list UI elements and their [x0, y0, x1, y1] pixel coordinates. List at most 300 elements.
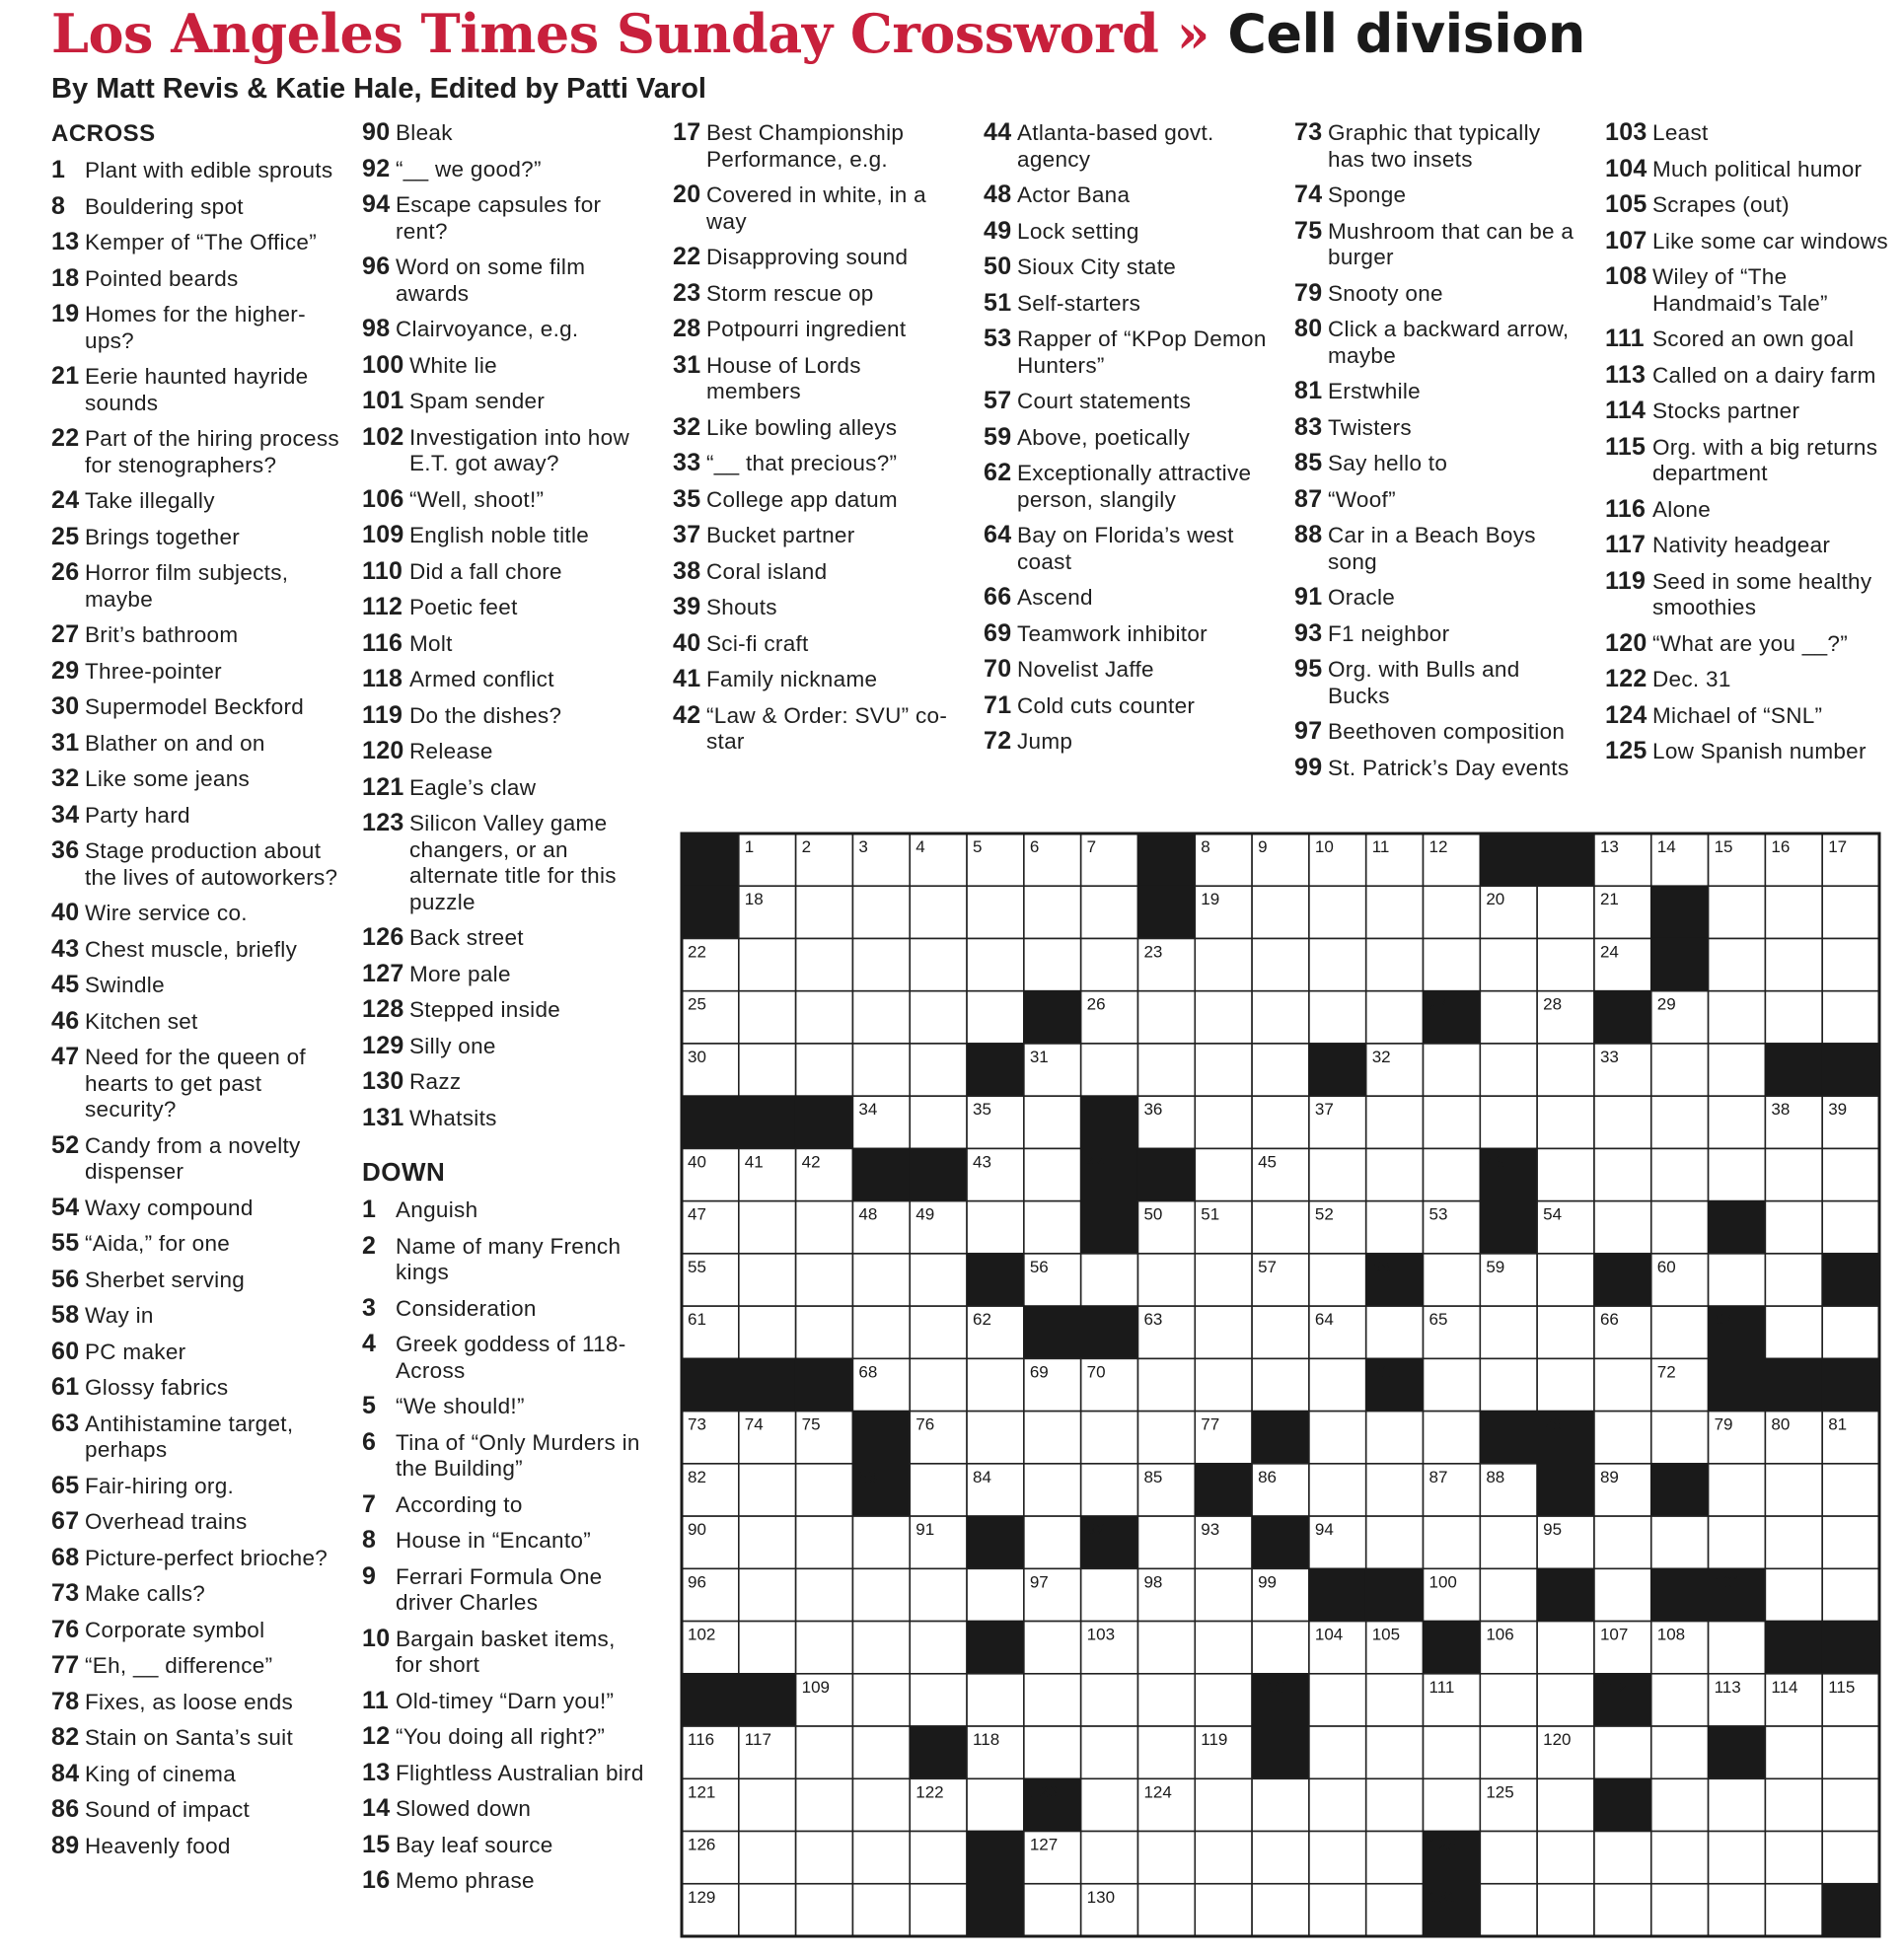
grid-cell[interactable] [967, 1568, 1024, 1621]
cell-number: 79 [1714, 1414, 1733, 1434]
grid-cell[interactable] [1366, 1726, 1424, 1778]
clue-text: Make calls? [85, 1581, 206, 1606]
grid-cell[interactable] [1195, 1306, 1252, 1358]
grid-cell[interactable] [1537, 1674, 1594, 1726]
grid-cell[interactable] [1765, 1464, 1822, 1516]
grid-cell[interactable] [1366, 938, 1424, 990]
grid-cell[interactable] [1594, 1568, 1651, 1621]
grid-cell[interactable] [1480, 1516, 1537, 1568]
grid-cell[interactable] [910, 991, 967, 1044]
grid-cell[interactable] [1709, 1622, 1766, 1674]
grid-cell[interactable] [967, 991, 1024, 1044]
grid-cell[interactable] [1822, 938, 1879, 990]
grid-cell[interactable] [1480, 1568, 1537, 1621]
grid-cell[interactable] [739, 1832, 796, 1884]
clue-number: 30 [51, 692, 80, 720]
grid-cell[interactable] [1024, 886, 1081, 938]
grid-cell[interactable] [1651, 1516, 1709, 1568]
grid-cell[interactable] [1594, 1516, 1651, 1568]
across-clue [51, 191, 347, 221]
grid-cell[interactable] [1081, 1568, 1138, 1621]
grid-cell[interactable] [1480, 1884, 1537, 1936]
grid-cell[interactable] [1709, 1044, 1766, 1096]
grid-cell[interactable] [1480, 1358, 1537, 1411]
across-clue [51, 263, 347, 293]
grid-cell[interactable] [1765, 938, 1822, 990]
grid-block [1651, 938, 1709, 990]
grid-cell[interactable] [1252, 1044, 1309, 1096]
grid-cell[interactable] [1024, 1674, 1081, 1726]
grid-cell[interactable] [852, 1832, 910, 1884]
grid-cell[interactable] [1252, 1306, 1309, 1358]
across-clue [362, 254, 648, 307]
grid-cell[interactable] [1537, 1254, 1594, 1306]
grid-cell[interactable] [1024, 1516, 1081, 1568]
grid-cell[interactable] [1594, 1201, 1651, 1254]
grid-cell[interactable] [1822, 991, 1879, 1044]
grid-cell[interactable] [1537, 1622, 1594, 1674]
grid-cell[interactable] [1309, 1464, 1366, 1516]
grid-cell[interactable] [1480, 1044, 1537, 1096]
grid-cell[interactable] [796, 886, 853, 938]
grid-cell[interactable] [1309, 938, 1366, 990]
down-clue [673, 182, 959, 235]
grid-cell[interactable] [1195, 1568, 1252, 1621]
grid-cell[interactable] [1424, 1096, 1481, 1148]
grid-cell[interactable] [1195, 1358, 1252, 1411]
cell-number: 121 [688, 1782, 716, 1802]
grid-cell[interactable] [1137, 1254, 1195, 1306]
clue-number: 89 [51, 1831, 80, 1859]
grid-cell[interactable] [1024, 1201, 1081, 1254]
grid-cell[interactable] [796, 1726, 853, 1778]
clue-number: 8 [362, 1526, 377, 1554]
grid-cell[interactable] [1480, 1306, 1537, 1358]
grid-cell[interactable] [1424, 1778, 1481, 1831]
grid-cell[interactable] [1709, 1832, 1766, 1884]
grid-cell[interactable] [739, 1884, 796, 1936]
grid-cell[interactable] [1366, 1306, 1424, 1358]
grid-cell[interactable] [1195, 938, 1252, 990]
grid-cell[interactable] [1537, 1306, 1594, 1358]
grid-cell[interactable] [1309, 1778, 1366, 1831]
grid-block [1366, 1568, 1424, 1621]
grid-cell[interactable] [1366, 1832, 1424, 1884]
grid-cell[interactable] [852, 1674, 910, 1726]
grid-cell[interactable] [852, 1884, 910, 1936]
grid-cell[interactable] [796, 1044, 853, 1096]
grid-cell[interactable] [1081, 1412, 1138, 1464]
grid-cell[interactable] [739, 1306, 796, 1358]
grid-cell[interactable] [1822, 1201, 1879, 1254]
grid-block [796, 1358, 853, 1411]
grid-cell[interactable] [739, 1622, 796, 1674]
grid-cell[interactable] [1765, 1778, 1822, 1831]
grid-cell[interactable] [1537, 1358, 1594, 1411]
across-clue [51, 1759, 347, 1788]
grid-cell[interactable] [739, 991, 796, 1044]
grid-cell[interactable] [1480, 1096, 1537, 1148]
grid-cell[interactable] [1137, 1674, 1195, 1726]
grid-cell[interactable] [1252, 1096, 1309, 1148]
grid-cell[interactable] [1024, 1622, 1081, 1674]
grid-cell[interactable] [739, 1254, 796, 1306]
grid-block [682, 1358, 739, 1411]
grid-cell[interactable] [1137, 991, 1195, 1044]
grid-cell[interactable] [796, 1884, 853, 1936]
grid-cell[interactable] [1137, 1044, 1195, 1096]
grid-cell[interactable] [1252, 991, 1309, 1044]
clue-text: “Woof” [1328, 486, 1396, 512]
grid-cell[interactable] [796, 1778, 853, 1831]
grid-cell[interactable] [852, 1044, 910, 1096]
clue-text: Do the dishes? [409, 702, 562, 728]
grid-cell[interactable] [910, 1306, 967, 1358]
down-clue [1605, 533, 1891, 559]
clue-text: Seed in some healthy smoothies [1652, 568, 1872, 619]
grid-cell[interactable] [1651, 1778, 1709, 1831]
grid-cell[interactable] [1822, 1568, 1879, 1621]
grid-cell[interactable] [910, 1044, 967, 1096]
grid-cell[interactable] [796, 1464, 853, 1516]
grid-cell[interactable] [1424, 1516, 1481, 1568]
grid-cell[interactable] [910, 938, 967, 990]
grid-cell[interactable] [1822, 1148, 1879, 1200]
grid-cell[interactable] [910, 1568, 967, 1621]
grid-cell[interactable] [1424, 1044, 1481, 1096]
grid-cell[interactable] [1594, 1412, 1651, 1464]
grid-cell[interactable] [739, 1201, 796, 1254]
grid-cell[interactable] [1765, 1568, 1822, 1621]
grid-cell[interactable] [1195, 1832, 1252, 1884]
grid-cell[interactable] [1424, 1412, 1481, 1464]
grid-cell[interactable] [1081, 1254, 1138, 1306]
grid-cell[interactable] [852, 1568, 910, 1621]
grid-cell[interactable] [1480, 1832, 1537, 1884]
down-clue [1605, 700, 1891, 730]
grid-cell[interactable] [910, 1884, 967, 1936]
grid-cell[interactable] [739, 1464, 796, 1516]
grid-cell[interactable] [910, 1832, 967, 1884]
grid-cell[interactable] [1651, 1044, 1709, 1096]
grid-cell[interactable] [1709, 1096, 1766, 1148]
grid-cell[interactable] [1594, 1096, 1651, 1148]
grid-cell[interactable] [1252, 1778, 1309, 1831]
grid-cell[interactable] [1252, 938, 1309, 990]
grid-cell[interactable] [1424, 1254, 1481, 1306]
grid-cell[interactable] [1366, 1201, 1424, 1254]
grid-cell[interactable] [1709, 1148, 1766, 1200]
clue-number: 1 [362, 1195, 377, 1223]
grid-cell[interactable] [910, 886, 967, 938]
grid-cell[interactable] [1195, 1622, 1252, 1674]
grid-cell[interactable] [1651, 1096, 1709, 1148]
grid-cell[interactable] [1651, 1726, 1709, 1778]
clue-number: 63 [51, 1409, 80, 1437]
grid-cell[interactable] [1366, 1674, 1424, 1726]
grid-cell[interactable] [1081, 1726, 1138, 1778]
grid-cell[interactable] [1651, 1201, 1709, 1254]
grid-cell[interactable] [1195, 1254, 1252, 1306]
clue-text: St. Patrick’s Day events [1328, 755, 1570, 780]
grid-cell[interactable] [1822, 1726, 1879, 1778]
grid-cell[interactable] [1366, 1148, 1424, 1200]
grid-cell[interactable] [1822, 1464, 1879, 1516]
grid-cell[interactable] [967, 938, 1024, 990]
clue-text: Dec. 31 [1652, 667, 1731, 691]
clue-number: 103 [1605, 118, 1648, 146]
grid-cell[interactable] [1822, 1832, 1879, 1884]
grid-cell[interactable] [1480, 938, 1537, 990]
grid-block [1594, 1254, 1651, 1306]
grid-cell[interactable] [739, 1778, 796, 1831]
grid-cell[interactable] [1309, 1674, 1366, 1726]
grid-cell[interactable] [1765, 1254, 1822, 1306]
grid-cell[interactable] [1137, 1412, 1195, 1464]
grid-cell[interactable] [1024, 1884, 1081, 1936]
grid-cell[interactable] [796, 991, 853, 1044]
grid-cell[interactable] [1252, 1201, 1309, 1254]
grid-cell[interactable] [1024, 1726, 1081, 1778]
grid-cell[interactable] [1594, 1726, 1651, 1778]
grid-block [1822, 1044, 1879, 1096]
grid-cell[interactable] [1709, 886, 1766, 938]
grid-cell[interactable] [1537, 1096, 1594, 1148]
grid-cell[interactable] [796, 1832, 853, 1884]
grid-cell[interactable] [1424, 938, 1481, 990]
clue-text: “You doing all right?” [396, 1724, 606, 1749]
grid-cell[interactable] [910, 1464, 967, 1516]
grid-cell[interactable] [1537, 938, 1594, 990]
grid-cell[interactable] [1309, 1884, 1366, 1936]
clue-text: English noble title [409, 523, 590, 547]
grid-cell[interactable] [1309, 1832, 1366, 1884]
grid-cell[interactable] [1024, 1096, 1081, 1148]
grid-cell[interactable] [967, 1201, 1024, 1254]
grid-cell[interactable] [1366, 1096, 1424, 1148]
grid-cell[interactable] [739, 1044, 796, 1096]
grid-cell[interactable] [1195, 1044, 1252, 1096]
grid-block [1480, 1201, 1537, 1254]
grid-cell[interactable] [1424, 1726, 1481, 1778]
cell-number: 57 [1258, 1257, 1278, 1276]
grid-cell[interactable] [1309, 1148, 1366, 1200]
grid-cell[interactable] [1709, 1778, 1766, 1831]
grid-cell[interactable] [1252, 1884, 1309, 1936]
grid-cell[interactable] [796, 1306, 853, 1358]
grid-cell[interactable] [796, 1568, 853, 1621]
grid-cell[interactable] [739, 1516, 796, 1568]
clue-number: 94 [362, 190, 391, 218]
grid-cell[interactable] [1651, 1884, 1709, 1936]
grid-cell[interactable] [1081, 938, 1138, 990]
grid-cell[interactable] [1252, 1622, 1309, 1674]
grid-cell[interactable] [852, 991, 910, 1044]
down-clue [984, 120, 1270, 173]
grid-cell[interactable] [852, 1254, 910, 1306]
grid-cell[interactable] [1081, 1044, 1138, 1096]
grid-cell[interactable] [910, 1358, 967, 1411]
grid-cell[interactable] [1137, 1726, 1195, 1778]
grid-cell[interactable] [1594, 1884, 1651, 1936]
grid-cell[interactable] [1366, 991, 1424, 1044]
grid-cell[interactable] [1137, 1516, 1195, 1568]
grid-cell[interactable] [967, 1412, 1024, 1464]
grid-cell[interactable] [1765, 1148, 1822, 1200]
grid-cell[interactable] [1366, 1464, 1424, 1516]
grid-cell[interactable] [1366, 886, 1424, 938]
grid-cell[interactable] [1137, 1358, 1195, 1411]
grid-cell[interactable] [1822, 1778, 1879, 1831]
grid-cell[interactable] [1651, 1674, 1709, 1726]
grid-cell[interactable] [1651, 1412, 1709, 1464]
grid-cell[interactable] [1081, 1832, 1138, 1884]
grid-cell[interactable] [1137, 1622, 1195, 1674]
grid-cell[interactable] [852, 1516, 910, 1568]
grid-cell[interactable] [1424, 886, 1481, 938]
grid-cell[interactable] [910, 1096, 967, 1148]
grid-cell[interactable] [967, 1674, 1024, 1726]
page-title [51, 2, 1585, 65]
grid-cell[interactable] [967, 1778, 1024, 1831]
grid-cell[interactable] [1822, 1516, 1879, 1568]
grid-cell[interactable] [1195, 1674, 1252, 1726]
grid-cell[interactable] [1252, 1832, 1309, 1884]
grid-cell[interactable] [1709, 1464, 1766, 1516]
grid-cell[interactable] [910, 1674, 967, 1726]
clue-number: 9 [362, 1561, 377, 1590]
grid-cell[interactable] [1024, 1464, 1081, 1516]
grid-cell[interactable] [967, 1358, 1024, 1411]
grid-cell[interactable] [1709, 1516, 1766, 1568]
grid-cell[interactable] [1081, 1464, 1138, 1516]
grid-cell[interactable] [1709, 991, 1766, 1044]
clue-text: Wiley of “The Handmaid’s Tale” [1652, 264, 1828, 316]
grid-cell[interactable] [1081, 886, 1138, 938]
grid-cell[interactable] [1137, 1884, 1195, 1936]
across-clue [362, 120, 648, 147]
grid-cell[interactable] [1537, 1044, 1594, 1096]
grid-cell[interactable] [1081, 1778, 1138, 1831]
grid-cell[interactable] [1195, 1884, 1252, 1936]
grid-cell[interactable] [1765, 1516, 1822, 1568]
grid-cell[interactable] [1024, 1148, 1081, 1200]
grid-cell[interactable] [852, 1622, 910, 1674]
grid-cell[interactable] [852, 938, 910, 990]
grid-cell[interactable] [1765, 886, 1822, 938]
cell-number: 110 [1258, 1677, 1285, 1697]
grid-cell[interactable] [1651, 1832, 1709, 1884]
grid-cell[interactable] [1424, 1358, 1481, 1411]
grid-cell[interactable] [796, 1622, 853, 1674]
grid-cell[interactable] [1822, 1306, 1879, 1358]
grid-cell[interactable] [1366, 1778, 1424, 1831]
grid-cell[interactable] [1309, 991, 1366, 1044]
grid-cell[interactable] [1651, 1148, 1709, 1200]
grid-cell[interactable] [1480, 991, 1537, 1044]
grid-cell[interactable] [1309, 886, 1366, 938]
grid-cell[interactable] [1309, 1412, 1366, 1464]
grid-cell[interactable] [1309, 1726, 1366, 1778]
clue-text: Bleak [396, 120, 453, 145]
clue-number: 25 [51, 522, 80, 550]
grid-cell[interactable] [1195, 1778, 1252, 1831]
grid-cell[interactable] [1081, 1674, 1138, 1726]
grid-cell[interactable] [1594, 1358, 1651, 1411]
grid-cell[interactable] [1537, 886, 1594, 938]
grid-cell[interactable] [1024, 1412, 1081, 1464]
grid-cell[interactable] [910, 1622, 967, 1674]
cell-number: 127 [1029, 1835, 1059, 1854]
grid-cell[interactable] [1195, 1096, 1252, 1148]
grid-cell[interactable] [1537, 1148, 1594, 1200]
grid-cell[interactable] [1765, 991, 1822, 1044]
grid-cell[interactable] [1480, 1726, 1537, 1778]
clue-number: 75 [1294, 216, 1323, 245]
grid-cell[interactable] [1366, 1884, 1424, 1936]
grid-block [682, 1674, 739, 1726]
grid-cell[interactable] [1765, 1201, 1822, 1254]
grid-cell[interactable] [852, 1778, 910, 1831]
grid-cell[interactable] [852, 886, 910, 938]
grid-cell[interactable] [1822, 886, 1879, 938]
grid-cell[interactable] [852, 1726, 910, 1778]
grid-cell[interactable] [1594, 1148, 1651, 1200]
clue-text: Sponge [1328, 182, 1407, 207]
grid-cell[interactable] [852, 1306, 910, 1358]
grid-cell[interactable] [1137, 1832, 1195, 1884]
grid-cell[interactable] [1480, 1674, 1537, 1726]
grid-cell[interactable] [1309, 1254, 1366, 1306]
cell-number: 5 [973, 837, 983, 856]
grid-cell[interactable] [1537, 1884, 1594, 1936]
grid-cell[interactable] [1366, 1516, 1424, 1568]
cell-number: 115 [1828, 1677, 1856, 1697]
grid-cell[interactable] [1252, 886, 1309, 938]
grid-cell[interactable] [1252, 1358, 1309, 1411]
grid-cell[interactable] [796, 1201, 853, 1254]
grid-cell[interactable] [796, 938, 853, 990]
grid-cell[interactable] [1765, 1726, 1822, 1778]
grid-cell[interactable] [1709, 1884, 1766, 1936]
across-clue [362, 772, 648, 802]
grid-cell[interactable] [1537, 1778, 1594, 1831]
grid-cell[interactable] [1709, 1254, 1766, 1306]
grid-cell[interactable] [739, 1568, 796, 1621]
grid-cell[interactable] [1709, 938, 1766, 990]
grid-cell[interactable] [1309, 1358, 1366, 1411]
grid-cell[interactable] [1195, 1148, 1252, 1200]
grid-cell[interactable] [1651, 1306, 1709, 1358]
grid-cell[interactable] [796, 1516, 853, 1568]
grid-cell[interactable] [1594, 1832, 1651, 1884]
grid-cell[interactable] [967, 886, 1024, 938]
grid-cell[interactable] [1765, 1306, 1822, 1358]
grid-cell[interactable] [1024, 938, 1081, 990]
grid-cell[interactable] [1424, 1148, 1481, 1200]
grid-cell[interactable] [1537, 1832, 1594, 1884]
grid-cell[interactable] [1765, 1832, 1822, 1884]
clue-number: 55 [51, 1229, 80, 1257]
grid-cell[interactable] [796, 1254, 853, 1306]
grid-cell[interactable] [910, 1254, 967, 1306]
grid-cell[interactable] [1366, 1412, 1424, 1464]
grid-cell[interactable] [1765, 1884, 1822, 1936]
grid-block [1709, 1201, 1766, 1254]
grid-cell[interactable] [739, 938, 796, 990]
grid-cell[interactable] [1195, 991, 1252, 1044]
cell-number: 66 [1599, 1310, 1619, 1330]
